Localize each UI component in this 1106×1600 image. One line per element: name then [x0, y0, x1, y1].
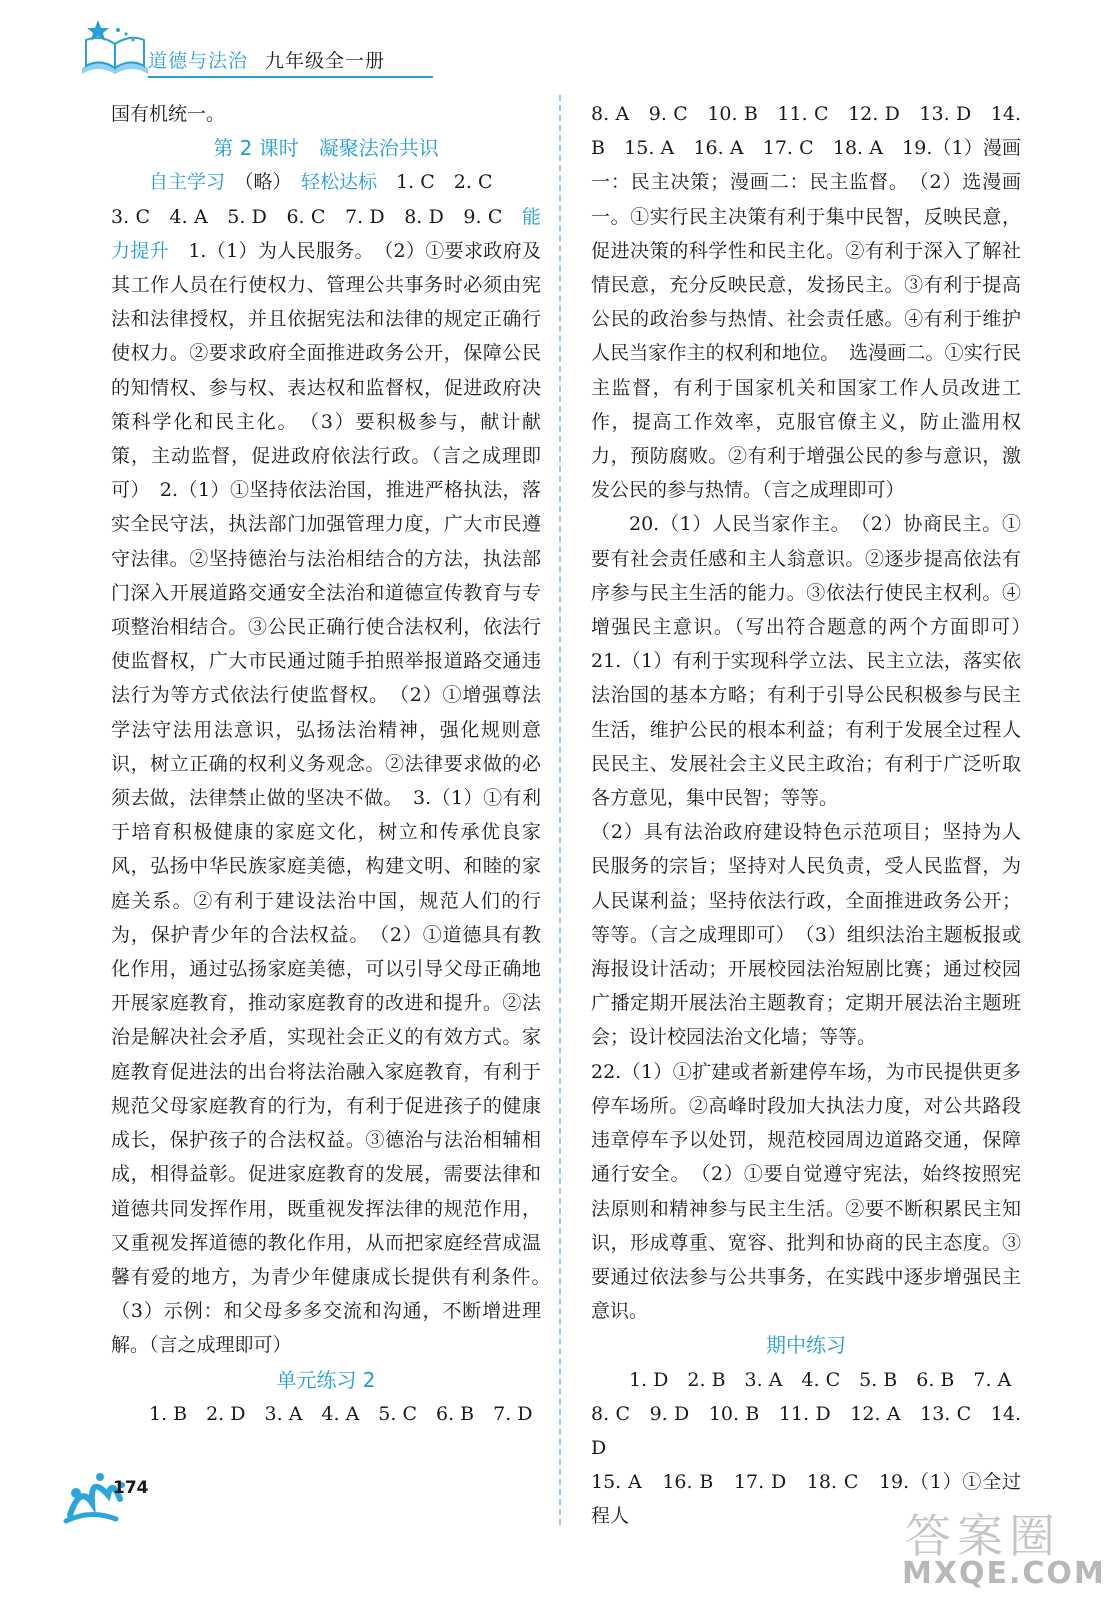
- lesson-title: 第 2 课时 凝聚法治共识: [213, 136, 439, 161]
- midterm-answers-3: 15. A 16. B 17. D 18. C 19.（1）①全过程人: [591, 1471, 1021, 1528]
- subject-title: 道德与法治: [148, 50, 249, 72]
- midterm-answers-2: 8. C 9. D 10. B 11. D 12. A 13. C 14. D: [591, 1402, 1021, 1459]
- right-para-1: 8. A 9. C 10. B 11. C 12. D 13. D 14. B 15. A 16. A 17. C 18. A 19.（1）漫画一：民主决策；漫画二：民主监督。 （2）选漫画一。①实行民主决策有利于集中民智，反映民意，促进决策的科学性和民主化。②有利于深入了解社情民意，充分反映民意，发扬民主。③有利于提高公民的政治参与热情、社会责任感。④有利于维护人民当家作主的权利和地位。 选漫画二。①实行民主监督，有利于国家机关和国家工作人员改进工作，提高工作效率，克服官僚主义，防止滥用权力，预防腐败。②有利于增强公民的参与意识，激发公民的参与热情。（言之成理即可）: [591, 103, 1021, 502]
- page-number: 174: [113, 1478, 149, 1498]
- midterm-title: 期中练习: [766, 1333, 846, 1358]
- nengli-answers: 1.（1）为人民服务。 （2）①要求政府及其工作人员在行使权力、管理公共事务时必须由宪法和法律授权，并且依据宪法和法律的规定正确行使权力。②要求政府全面推进政务公开，保障公民的知情权、参与权、表达权和监督权，促进政府决策科学化和民主化。 （3）要积极参与，献计献策，主动监督，促进政府依法行政。（言之成理即可） 2.（1）①坚持依法治国，推进严格执法，落实全民守法，执法部门加强管理力度，广大市民遵守法律。②坚持德治与法治相结合的方法，执法部门深入开展道路交通安全法治和道德宣传教育与专项整治相结合。③公民正确行使合法权利，依法行使监督权，广大市民通过随手拍照举报道路交通违法行为等方式依法行使监督权。 （2）①增强尊法学法守法用法意识，弘扬法治精神，强化规则意识，树立正确的权利义务观念。②法律要求做的必须去做，法律禁止做的坚决不做。 3.（1）①有利于培育积极健康的家庭文化，树立和传承优良家风，弘扬中华民族家庭美德，构建文明、和睦的家庭关系。②有利于建设法治中国，规范人们的行为，保护青少年的合法权益。 （2）①道德具有教化作用，通过弘扬家庭美德，可以引导父母正确地开展家庭教育，推动家庭教育的改进和提升。②法治是解决社会矛盾，实现社会正义的有效方式。家庭教育促进法的出台将法治融入家庭教育，有利于规范父母家庭教育的行为，有利于促进孩子的健康成长，保护孩子的合法权益。③德治与法治相辅相成，相得益彰。促进家庭教育的发展，需要法律和道德共同发挥作用，既重视发挥法律的规范作用，又重视发挥道德的教化作用，从而把家庭经营成温馨有爱的地方，为青少年健康成长提供有利条件。 （3）示例：和父母多多交流和沟通，不断增进理解。（言之成理即可）: [111, 239, 561, 1357]
- qingsong-row-2: [111, 200, 561, 1363]
- page-header: [0, 0, 1083, 95]
- qingsong-answers-1: 1. C 2. C: [396, 171, 493, 194]
- lue-text: （略）: [244, 171, 283, 194]
- qingsong-row: [111, 165, 541, 199]
- unit-answers: 1. B 2. D 3. A 4. A 5. C 6. B 7. D: [149, 1402, 533, 1425]
- unit-title: 单元练习 2: [276, 1367, 376, 1392]
- right-column: [591, 97, 1041, 1534]
- book-star-logo-icon: [78, 18, 152, 78]
- grade-title: 九年级全一册: [265, 50, 386, 72]
- qingsong-answers-2: 3. C 4. A 5. D 6. C 7. D 8. D 9. C: [111, 205, 503, 228]
- right-para-3: （2）具有法治政府建设特色示范项目；坚持为人民服务的宗旨；坚持对人民负责，受人民监督，为人民谋利益；坚持依法行政，全面推进政务公开；等等。（言之成理即可） （3）组织法治主题板报或海报设计活动；开展校园法治短剧比赛；通过校园广播定期开展法治主题教育；定期开展法治主题班会；设计校园法治文化墙；等等。: [591, 821, 1021, 1049]
- midterm-answers-1: 1. D 2. B 3. A 4. C 5. B 6. B 7. A: [629, 1368, 1012, 1391]
- header-rule: [148, 76, 433, 78]
- left-line-1: 国有机统一。: [111, 103, 226, 125]
- qingsong-label: 轻松达标: [301, 171, 378, 194]
- watermark-url: MXQE.COM: [902, 1556, 1106, 1591]
- zizhu-label: 自主学习: [149, 171, 226, 194]
- nengli-label: 能力提升: [111, 205, 541, 262]
- left-column: [111, 97, 561, 1431]
- right-para-4: 22.（1）①扩建或者新建停车场，为市民提供更多停车场所。②高峰时段加大执法力度，对公共路段违章停车予以处罚，规范校园周边道路交通，保障通行安全。 （2）①要自觉遵守宪法，始终按照宪法原则和精神参与民主生活。②要不断积累民主知识，形成尊重、宽容、批判和协商的民主态度。③要通过依法参与公共事务，在实践中逐步增强民主意识。: [591, 1060, 1021, 1323]
- column-divider: [559, 95, 561, 1525]
- right-para-2: 20.（1）人民当家作主。 （2）协商民主。①要有社会责任感和主人翁意识。②逐步提高依法有序参与民主生活的能力。③依法行使民主权利。④增强民主意识。（写出符合题意的两个方面即可） 21.（1）有利于实现科学立法、民主立法，落实依法治国的基本方略；有利于引导公民积极参与民主生活，维护公民的根本利益；有利于发展全过程人民民主、发展社会主义民主政治；有利于广泛听取各方意见，集中民智；等等。: [591, 513, 1041, 810]
- watermark-logo: 答案圈: [905, 1509, 1061, 1563]
